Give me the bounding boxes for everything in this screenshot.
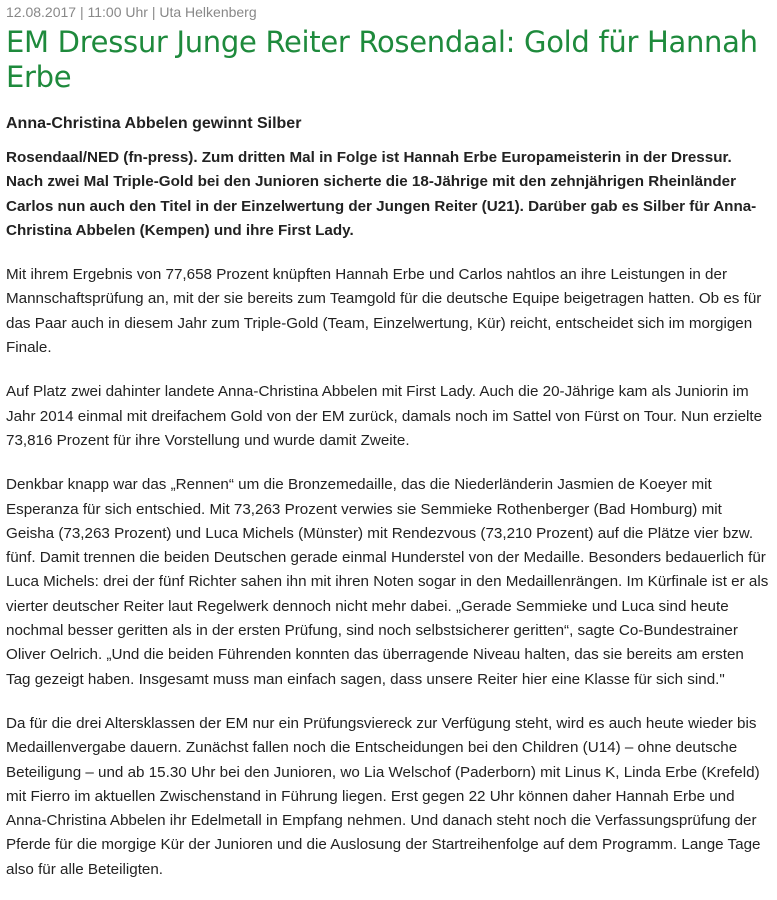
article-paragraph-1: Mit ihrem Ergebnis von 77,658 Prozent knüpften Hannah Erbe und Carlos nahtlos an ihre Leistungen in der Mannschaftsprüfung an, mit der sie bereits zum Teamgold für die deutsche Equipe beigetragen hatten. Ob es für das Paar auch in diesem Jahr zum Triple-Gold (Team, Einzelwertung, Kür) reicht, entscheidet sich im morgigen Finale.	[6, 266, 762, 357]
article-lead: Rosendaal/NED (fn-press). Zum dritten Mal in Folge ist Hannah Erbe Europameisterin in der Dressur. Nach zwei Mal Triple-Gold bei den Junioren sicherte die 18-Jährige mit den zehnjährigen Rheinländer Carlos nun auch den Titel in der Einzelwertung der Jungen Reiter (U21). Darüber gab es Silber für Anna-Christina Abbelen (Kempen) und ihre First Lady.	[6, 149, 757, 239]
article-title: EM Dressur Junge Reiter Rosendaal: Gold für Hannah Erbe	[6, 25, 758, 94]
article-meta: 12.08.2017 | 11:00 Uhr | Uta Helkenberg	[6, 4, 257, 20]
article-paragraph-3: Denkbar knapp war das „Rennen“ um die Bronzemedaille, das die Niederländerin Jasmien de Koeyer mit Esperanza für sich entschied. Mit 73,263 Prozent verwies sie Semmieke Rothenberger (Bad Homburg) mit Geisha (73,263 Prozent) und Luca Michels (Münster) mit Rendezvous (73,210 Prozent) auf die Plätze vier bzw. fünf. Damit trennen die beiden Deutschen gerade einmal Hunderstel von der Medaille. Besonders bedauerlich für Luca Michels: drei der fünf Richter sahen ihn mit ihren Noten sogar in den Medaillenrängen. Im Kürfinale ist er als vierter deutscher Reiter laut Regelwerk dennoch nicht mehr dabei. „Gerade Semmieke und Luca sind heute nochmal besser geritten als in der ersten Prüfung, sind noch selbstsicherer geritten“, sagte Co-Bundestrainer Oliver Oelrich. „Und die beiden Führenden konnten das überragende Niveau halten, das sie bereits am ersten Tag gezeigt haben. Insgesamt muss man einfach sagen, dass unsere Reiter hier eine Klasse für sich sind."	[6, 476, 769, 688]
article-paragraph-2: Auf Platz zwei dahinter landete Anna-Christina Abbelen mit First Lady. Auch die 20-Jährige kam als Juniorin im Jahr 2014 einmal mit dreifachem Gold von der EM zurück, damals noch im Sattel von Fürst on Tour. Nun erzielte 73,816 Prozent für ihre Vorstellung und wurde damit Zweite.	[6, 383, 763, 449]
article-paragraph-4: Da für die drei Altersklassen der EM nur ein Prüfungsviereck zur Verfügung steht, wird es auch heute wieder bis Medaillenvergabe dauern. Zunächst fallen noch die Entscheidungen bei den Children (U14) – ohne deutsche Beteiligung – und ab 15.30 Uhr bei den Junioren, wo Lia Welschof (Paderborn) mit Linus K, Linda Erbe (Krefeld) mit Fierro im aktuellen Zwischenstand in Führung liegen. Erst gegen 22 Uhr können daher Hannah Erbe und Anna-Christina Abbelen ihr Edelmetall in Empfang nehmen. Und danach steht noch die Verfassungsprüfung der Pferde für die morgige Kür der Junioren und die Auslosung der Startreihenfolge auf dem Programm. Lange Tage also für alle Beteiligten.	[6, 714, 761, 878]
article-subtitle: Anna-Christina Abbelen gewinnt Silber	[6, 115, 302, 132]
